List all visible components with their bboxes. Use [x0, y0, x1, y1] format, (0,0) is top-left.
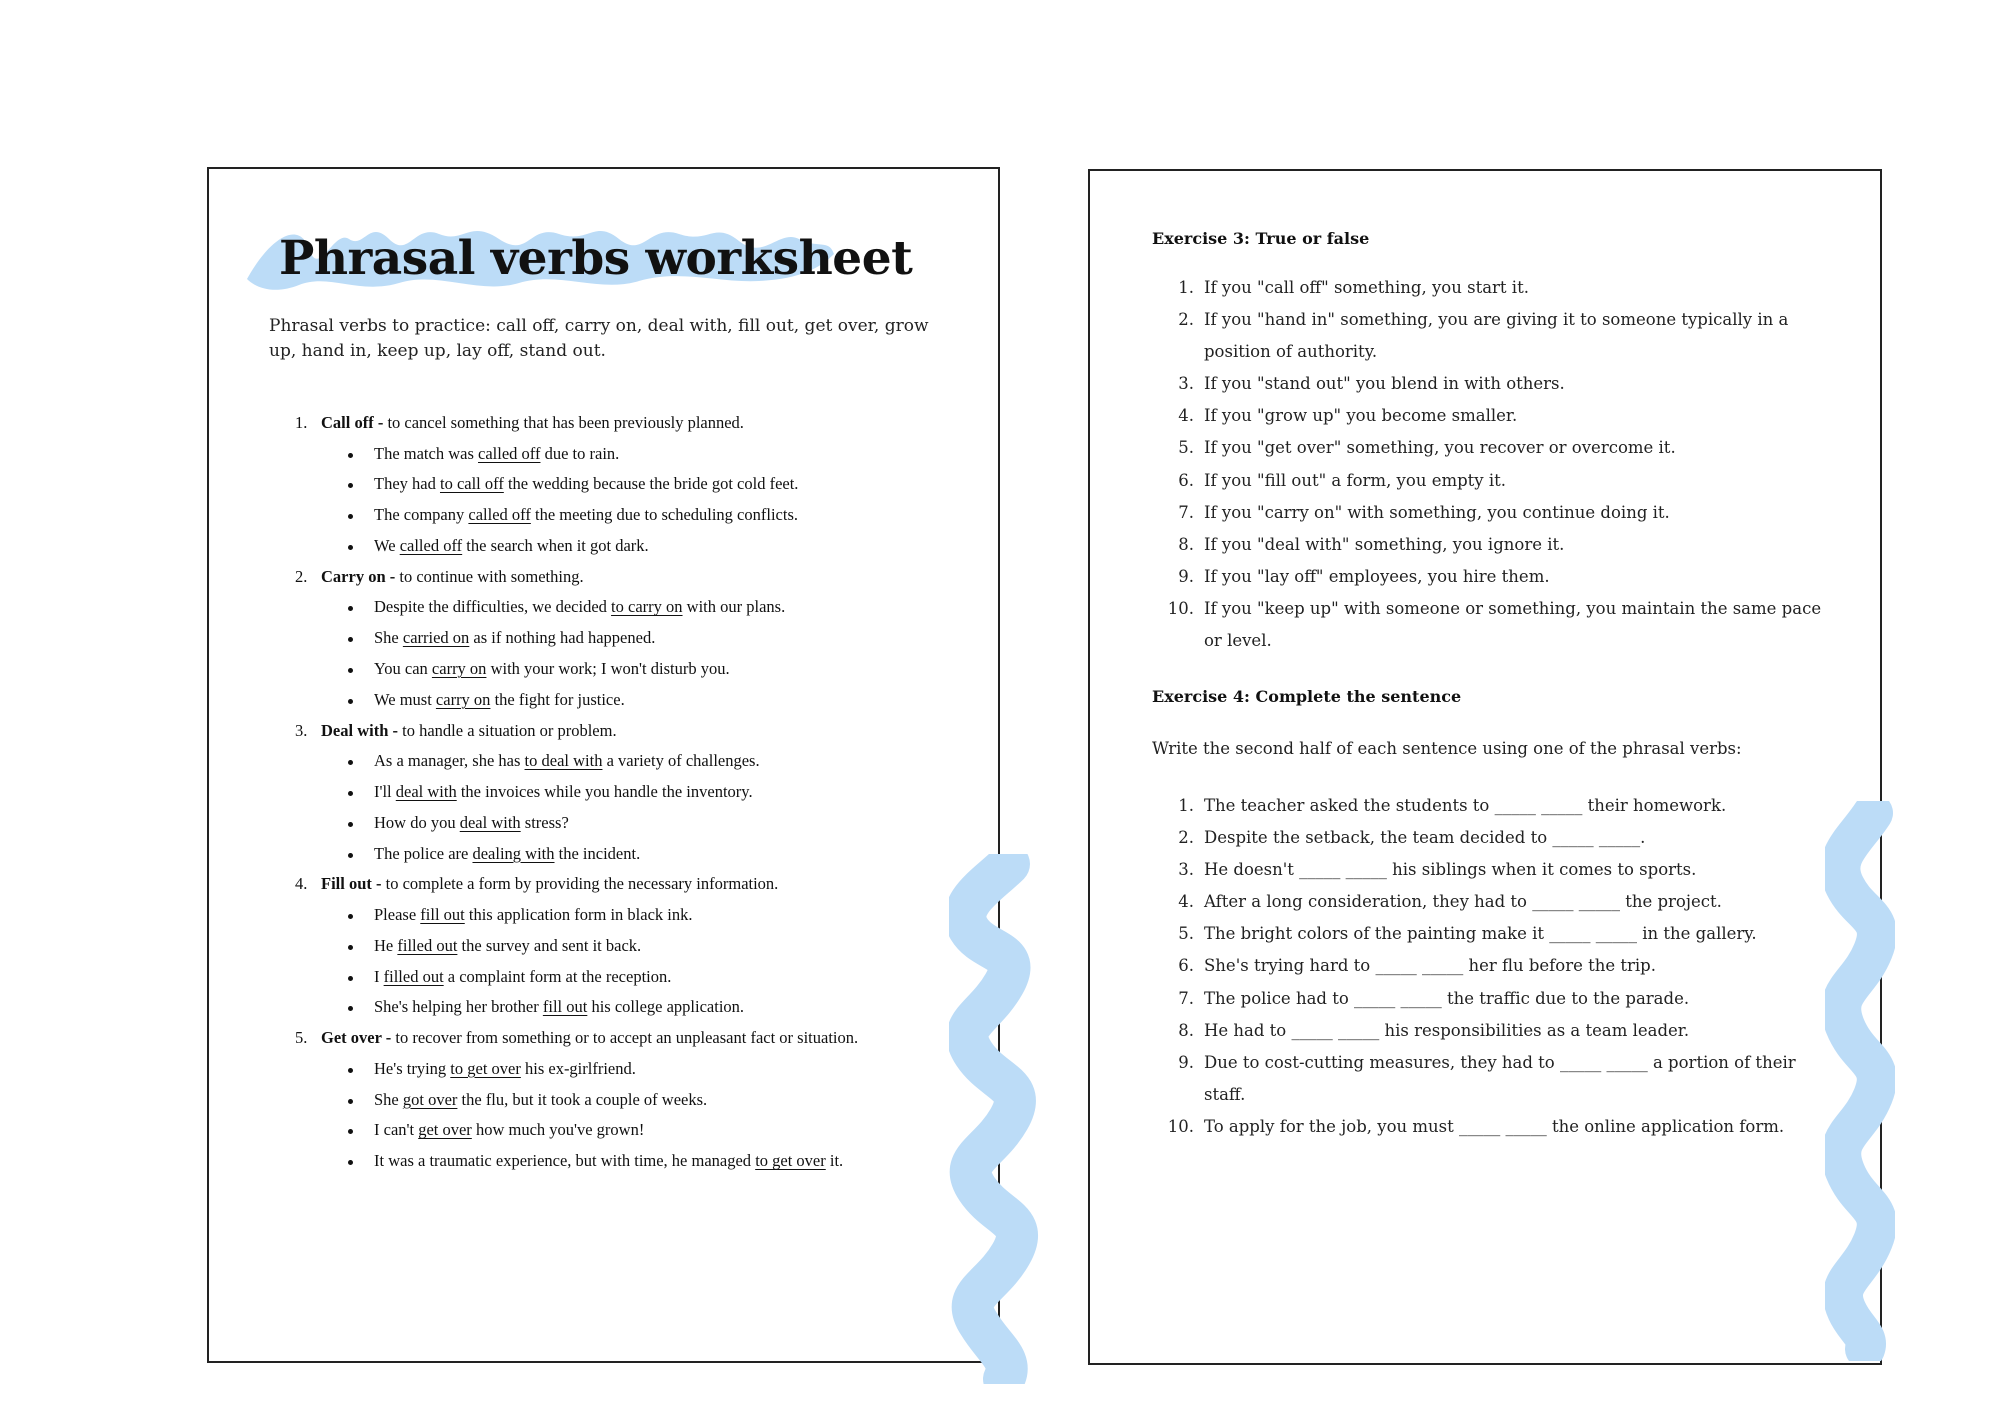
example-text-before: It was a traumatic experience, but with time, he managed: [374, 1151, 756, 1171]
item-text: If you "fill out" a form, you empty it.: [1204, 470, 1507, 490]
item-text: Due to cost-cutting measures, they had to _____ _____ a portion of their staff.: [1204, 1052, 1796, 1104]
example-sentences: [321, 746, 959, 869]
true-false-item: [1152, 368, 1842, 400]
intro-text: Phrasal verbs to practice: call off, carry on, deal with, fill out, get over, grow up, hand in, keep up, lay off, stand out.: [269, 316, 929, 361]
true-false-item: [1152, 593, 1842, 657]
verb-definition-item: [269, 869, 959, 1023]
item-text: If you "get over" something, you recover or overcome it.: [1204, 438, 1676, 458]
verb-definition-item: [269, 408, 959, 562]
item-number: 5.: [1178, 924, 1194, 944]
example-text-before: He: [374, 935, 398, 955]
example-text-before: The company: [374, 505, 469, 525]
item-number: 3.: [1178, 860, 1194, 880]
complete-sentence-item: [1152, 1015, 1842, 1047]
example-text-after: this application form in black ink.: [464, 904, 693, 924]
phrasal-verbs-list: [269, 408, 959, 1177]
exercise-4-list: [1152, 790, 1842, 1143]
item-number: 10.: [1167, 1116, 1194, 1136]
example-text-after: his ex-girlfriend.: [520, 1058, 636, 1078]
item-text: He had to _____ _____ his responsibilities as a team leader.: [1204, 1020, 1690, 1040]
example-text-before: They had: [374, 474, 440, 494]
item-text: If you "hand in" something, you are giving it to someone typically in a position of authority.: [1204, 310, 1789, 362]
item-number: 6.: [1178, 470, 1194, 490]
item-text: Despite the setback, the team decided to _____ _____.: [1204, 828, 1646, 848]
example-text-after: stress?: [520, 812, 569, 832]
complete-sentence-item: [1152, 886, 1842, 918]
underlined-phrasal-verb: called off: [399, 535, 463, 555]
verb-definition: to recover from something or to accept an unpleasant fact or situation.: [391, 1028, 859, 1048]
verb-definition: to cancel something that has been previously planned.: [383, 413, 744, 432]
exercise-4-instruction: Write the second half of each sentence using one of the phrasal verbs:: [1152, 739, 1742, 758]
underlined-phrasal-verb: dealing with: [472, 843, 555, 863]
verb-definition-item: [269, 1023, 959, 1177]
true-false-item: [1152, 529, 1842, 561]
verb-term: Carry on -: [321, 566, 396, 586]
example-text-after: with our plans.: [682, 597, 786, 617]
underlined-phrasal-verb: got over: [402, 1089, 458, 1109]
example-text-after: the meeting due to scheduling conflicts.: [530, 505, 799, 525]
underlined-phrasal-verb: get over: [418, 1120, 472, 1140]
example-text-after: due to rain.: [540, 443, 620, 463]
underlined-phrasal-verb: to carry on: [611, 597, 683, 617]
verb-term: Fill out -: [321, 874, 382, 894]
example-sentence: [321, 992, 959, 1023]
underlined-phrasal-verb: fill out: [420, 904, 465, 924]
item-text: He doesn't _____ _____ his siblings when it comes to sports.: [1204, 860, 1697, 880]
example-sentences: [321, 1054, 959, 1177]
example-text-before: She: [374, 628, 403, 648]
complete-sentence-item: [1152, 790, 1842, 822]
example-text-before: He's trying: [374, 1058, 451, 1078]
item-text: The bright colors of the painting make it _____ _____ in the gallery.: [1204, 924, 1757, 944]
example-text-after: a complaint form at the reception.: [443, 966, 672, 986]
example-sentence: [321, 1054, 959, 1085]
example-text-before: I can't: [374, 1120, 419, 1140]
example-sentences: [321, 439, 959, 562]
exercise-3-list: [1152, 272, 1842, 657]
item-number: 7.: [1178, 502, 1194, 522]
verb-definition-item: [269, 562, 959, 716]
example-sentence: [321, 746, 959, 777]
true-false-item: [1152, 272, 1842, 304]
example-text-after: the invoices while you handle the inventory.: [456, 781, 753, 801]
item-number: 4.: [1178, 406, 1194, 426]
example-text-after: the survey and sent it back.: [457, 935, 642, 955]
item-text: After a long consideration, they had to _____ _____ the project.: [1204, 892, 1722, 912]
item-number: 6.: [1178, 956, 1194, 976]
example-sentence: [321, 439, 959, 470]
underlined-phrasal-verb: carried on: [402, 628, 470, 648]
complete-sentence-item: [1152, 983, 1842, 1015]
complete-sentence-item: [1152, 918, 1842, 950]
example-sentence: [321, 962, 959, 993]
true-false-item: [1152, 497, 1842, 529]
example-sentence: [321, 931, 959, 962]
example-text-after: his college application.: [587, 997, 745, 1017]
item-number: 8.: [1178, 1020, 1194, 1040]
underlined-phrasal-verb: deal with: [459, 812, 521, 832]
item-text: If you "deal with" something, you ignore it.: [1204, 534, 1565, 554]
verb-definition: to complete a form by providing the necessary information.: [381, 874, 779, 894]
item-text: If you "call off" something, you start it.: [1204, 278, 1529, 297]
item-text: If you "lay off" employees, you hire them.: [1204, 566, 1550, 586]
item-number: 2.: [1178, 828, 1194, 848]
example-sentence: [321, 685, 959, 716]
complete-sentence-item: [1152, 950, 1842, 982]
example-text-before: Please: [374, 904, 421, 924]
item-number: 1.: [1178, 278, 1194, 297]
example-text-after: it.: [825, 1151, 844, 1171]
verb-term: Call off -: [321, 413, 384, 432]
example-text-after: how much you've grown!: [471, 1120, 645, 1140]
example-text-after: the search when it got dark.: [462, 535, 649, 555]
underlined-phrasal-verb: called off: [478, 443, 541, 463]
item-number: 2.: [1178, 310, 1194, 330]
example-sentences: [321, 592, 959, 715]
example-sentence: [321, 777, 959, 808]
item-text: The police had to _____ _____ the traffic due to the parade.: [1204, 988, 1690, 1008]
verb-number: 1.: [295, 413, 308, 432]
example-text-before: We must: [374, 689, 436, 709]
example-text-before: She's helping her brother: [374, 997, 543, 1017]
item-number: 4.: [1178, 892, 1194, 912]
verb-definition: to handle a situation or problem.: [398, 720, 617, 740]
example-text-before: I'll: [374, 781, 396, 801]
decorative-squiggle-left: [949, 854, 1059, 1384]
true-false-item: [1152, 304, 1842, 368]
item-number: 9.: [1178, 1052, 1194, 1072]
example-sentence: [321, 531, 959, 562]
example-text-before: How do you: [374, 812, 460, 832]
underlined-phrasal-verb: to get over: [755, 1151, 826, 1171]
example-sentence: [321, 1146, 959, 1177]
example-text-after: the fight for justice.: [490, 689, 625, 709]
item-text: If you "stand out" you blend in with others.: [1204, 374, 1565, 394]
example-sentence: [321, 500, 959, 531]
underlined-phrasal-verb: filled out: [397, 935, 458, 955]
example-sentence: [321, 654, 959, 685]
exercise-3-heading: Exercise 3: True or false: [1152, 229, 1370, 248]
example-text-before: The police are: [374, 843, 473, 863]
example-text-before: You can: [374, 658, 432, 678]
example-text-after: the wedding because the bride got cold feet.: [503, 474, 799, 494]
verb-definition-item: [269, 716, 959, 870]
item-text: The teacher asked the students to _____ _____ their homework.: [1204, 796, 1727, 815]
underlined-phrasal-verb: filled out: [383, 966, 444, 986]
verb-definition: to continue with something.: [395, 566, 584, 586]
item-text: To apply for the job, you must _____ _____ the online application form.: [1204, 1116, 1785, 1136]
underlined-phrasal-verb: carry on: [431, 658, 487, 678]
complete-sentence-item: [1152, 1047, 1842, 1111]
item-number: 7.: [1178, 988, 1194, 1008]
verb-number: 2.: [295, 566, 308, 586]
verb-number: 3.: [295, 720, 308, 740]
verb-term: Get over -: [321, 1028, 392, 1048]
item-text: If you "carry on" with something, you continue doing it.: [1204, 502, 1670, 522]
true-false-item: [1152, 561, 1842, 593]
underlined-phrasal-verb: to deal with: [524, 751, 603, 771]
item-text: If you "keep up" with someone or something, you maintain the same pace or level.: [1204, 598, 1822, 651]
item-number: 5.: [1178, 438, 1194, 458]
verb-term: Deal with -: [321, 720, 398, 740]
example-sentence: [321, 1115, 959, 1146]
example-sentence: [321, 1085, 959, 1116]
verb-number: 5.: [295, 1028, 308, 1048]
underlined-phrasal-verb: to get over: [450, 1058, 521, 1078]
underlined-phrasal-verb: called off: [468, 505, 531, 525]
item-number: 8.: [1178, 534, 1194, 554]
example-sentence: [321, 623, 959, 654]
item-number: 3.: [1178, 374, 1194, 394]
example-text-before: The match was: [374, 443, 479, 463]
complete-sentence-item: [1152, 854, 1842, 886]
true-false-item: [1152, 432, 1842, 464]
worksheet-title: Phrasal verbs worksheet: [279, 231, 913, 286]
example-sentences: [321, 900, 959, 1023]
example-sentence: [321, 839, 959, 870]
worksheet-page-left: [207, 167, 1000, 1363]
example-text-before: We: [374, 535, 400, 555]
underlined-phrasal-verb: deal with: [395, 781, 457, 801]
item-number: 9.: [1178, 566, 1194, 586]
item-number: 1.: [1178, 796, 1194, 815]
example-sentence: [321, 469, 959, 500]
item-text: If you "grow up" you become smaller.: [1204, 406, 1518, 426]
example-text-before: I: [374, 966, 384, 986]
example-sentence: [321, 592, 959, 623]
underlined-phrasal-verb: fill out: [542, 997, 588, 1017]
example-text-before: Despite the difficulties, we decided: [374, 597, 612, 617]
example-sentence: [321, 900, 959, 931]
underlined-phrasal-verb: carry on: [435, 689, 491, 709]
true-false-item: [1152, 400, 1842, 432]
item-number: 10.: [1167, 598, 1194, 618]
example-text-after: with your work; I won't disturb you.: [486, 658, 730, 678]
title-block: [239, 209, 913, 309]
example-text-before: She: [374, 1089, 403, 1109]
complete-sentence-item: [1152, 822, 1842, 854]
example-text-before: As a manager, she has: [374, 751, 525, 771]
example-text-after: the flu, but it took a couple of weeks.: [457, 1089, 708, 1109]
verb-number: 4.: [295, 874, 308, 894]
exercise-4-heading: Exercise 4: Complete the sentence: [1152, 687, 1462, 706]
example-text-after: as if nothing had happened.: [469, 628, 656, 648]
true-false-item: [1152, 465, 1842, 497]
worksheet-page-right: [1088, 169, 1882, 1365]
underlined-phrasal-verb: to call off: [439, 474, 504, 494]
complete-sentence-item: [1152, 1111, 1842, 1143]
item-text: She's trying hard to _____ _____ her flu before the trip.: [1204, 956, 1656, 976]
example-text-after: a variety of challenges.: [602, 751, 760, 771]
example-sentence: [321, 808, 959, 839]
example-text-after: the incident.: [554, 843, 641, 863]
